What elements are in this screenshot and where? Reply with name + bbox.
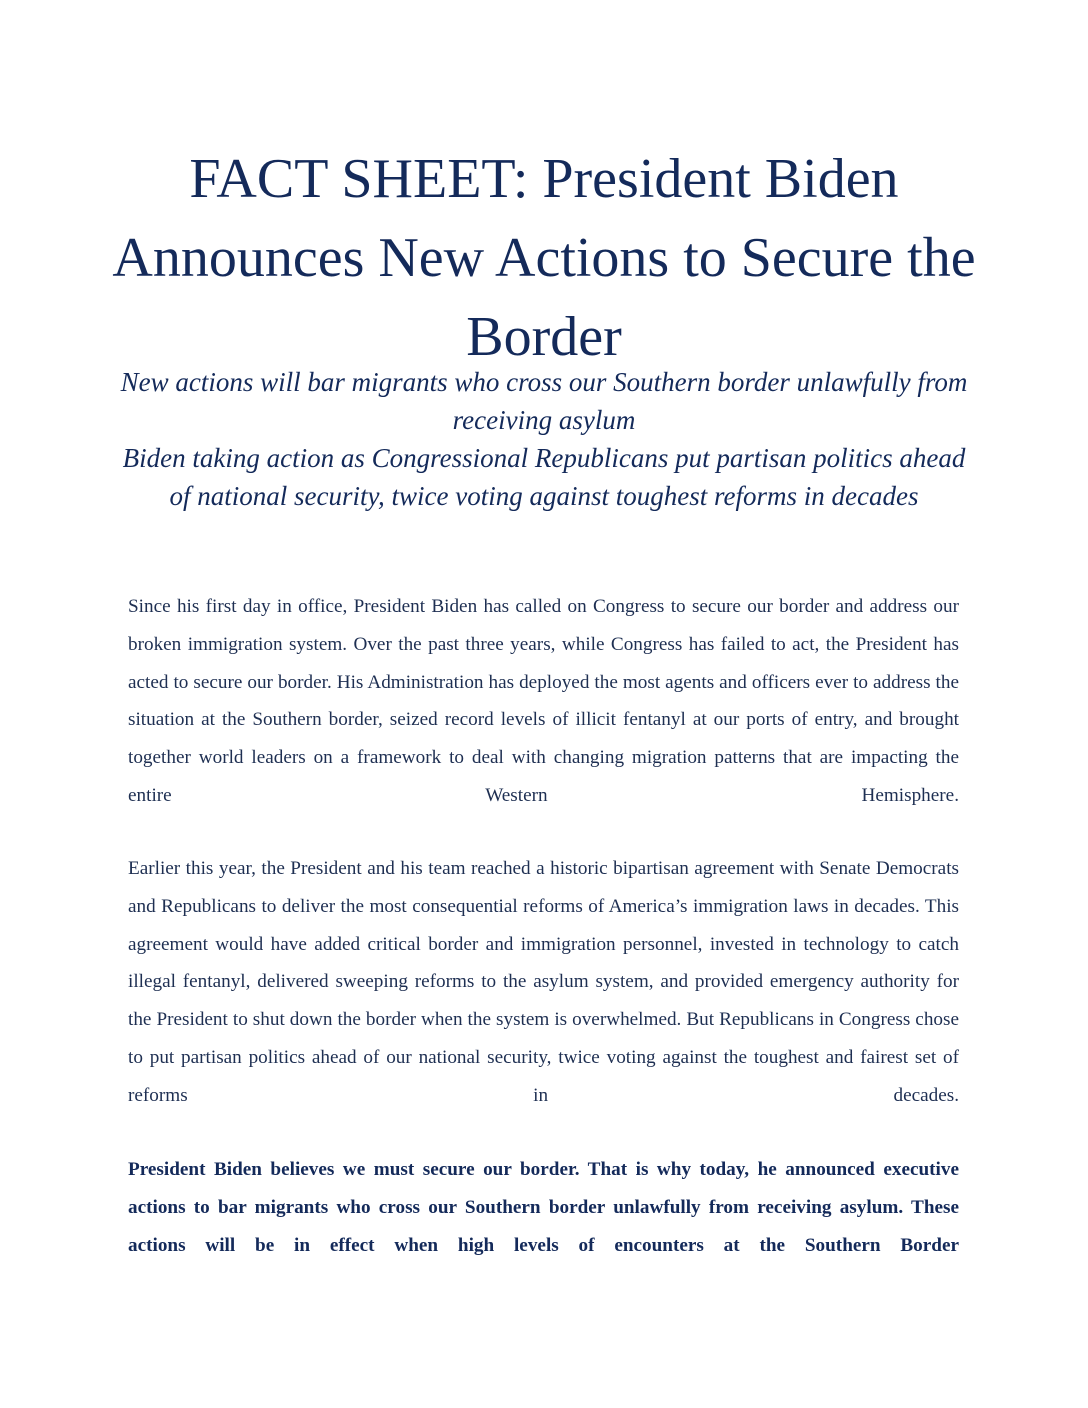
subtitle-1: New actions will bar migrants who cross our Southern border unlawfully from receiving asylum [120, 367, 968, 435]
body-paragraph-1: Since his first day in office, President Biden has called on Congress to secure our border and address our broken immigration system. Over the past three years, while Congress has failed to act, the President has acted to secure our border. His Administration has deployed the most agents and officers ever to address the situation at the Southern border, seized record levels of illicit fentanyl at our ports of entry, and brought together world leaders on a framework to deal with changing migration patterns that are impacting the entire Western Hemisphere. [128, 596, 959, 806]
subtitle-2: Biden taking action as Congressional Republicans put partisan politics ahead of national security, twice voting against toughest reforms in decades [122, 443, 966, 511]
page-title: FACT SHEET: President Biden Announces New Actions to Secure the Border [112, 148, 976, 368]
subtitle-block [110, 363, 978, 515]
body-paragraph-2: Earlier this year, the President and his team reached a historic bipartisan agreement with Senate Democrats and Republicans to deliver the most consequential reforms of America’s immigration laws in decades. This agreement would have added critical border and immigration personnel, invested in technology to catch illegal fentanyl, delivered sweeping reforms to the asylum system, and provided emergency authority for the President to shut down the border when the system is overwhelmed. But Republicans in Congress chose to put partisan politics ahead of our national security, twice voting against the toughest and fairest set of reforms in decades. [128, 858, 959, 1106]
body-paragraph-3-bold: President Biden believes we must secure our border. That is why today, he announced executive actions to bar migrants who cross our Southern border unlawfully from receiving asylum. These actions will be in effect when high levels of encounters at the Southern Border [128, 1159, 959, 1256]
